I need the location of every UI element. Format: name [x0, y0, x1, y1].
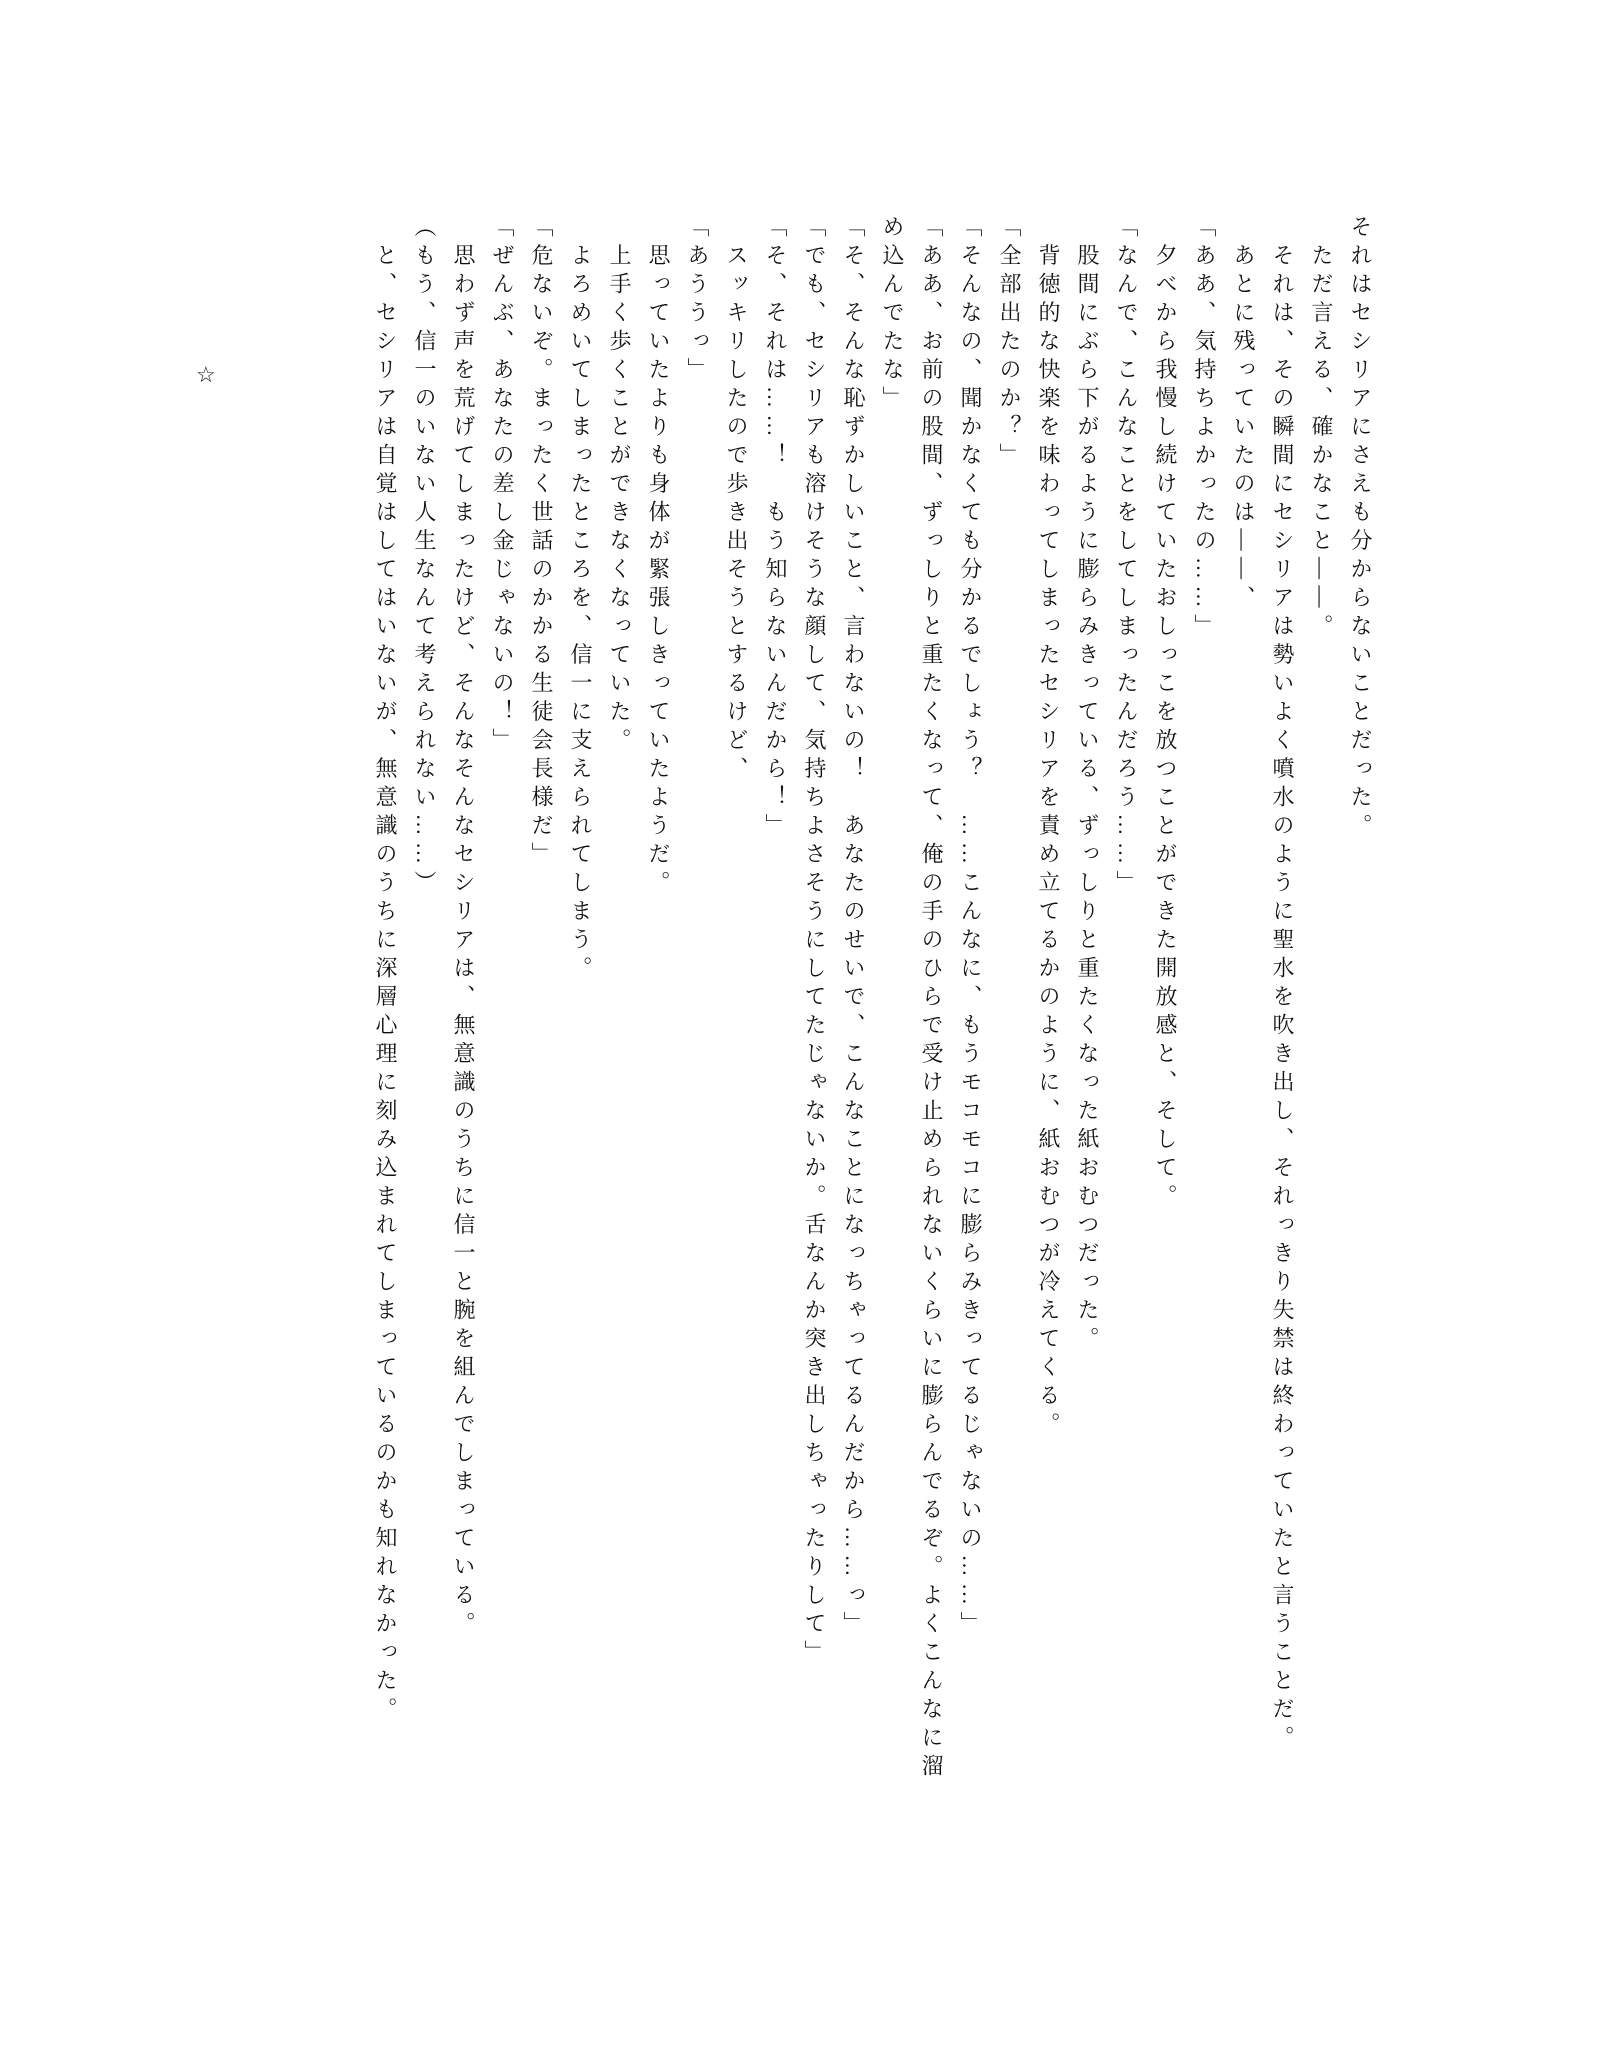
text-column: 「そ、それは……！ もう知らないんだから！」 [763, 215, 788, 842]
text-column: と、セシリアは自覚はしてはいないが、無意識のうちに深層心理に刻み込まれてしまっているのかも知れなかった。 [373, 215, 398, 1726]
text-column: 股間にぶら下がるように膨らみきっている、ずっしりと重たくなった紙おむつだった。 [1075, 215, 1100, 1355]
text-column: スッキリしたので歩き出そうとするけど、 [724, 215, 749, 785]
text-column: 思わず声を荒げてしまったけど、そんなそんなセシリアは、無意識のうちに信一と腕を組んでしまっている。 [451, 215, 476, 1640]
text-column: 「ああ、お前の股間、ずっしりと重たくなって、俺の手のひらで受け止められないくらいに膨らんでるぞ。よくこんなに溜 [919, 215, 944, 1783]
text-column: 「そ、そんな恥ずかしいこと、言わないの！ あなたのせいで、こんなことになっちゃってるんだから……っ」 [841, 215, 866, 1640]
text-column: 夕べから我慢し続けていたおしっこを放つことができた開放感と、そして。 [1153, 215, 1178, 1213]
text-column: 背徳的な快楽を味わってしまったセシリアを責め立てるかのように、紙おむつが冷えてくる。 [1036, 215, 1061, 1441]
novel-text-block [366, 215, 1380, 1915]
scene-break-star: ☆ [196, 362, 216, 387]
text-column: 「ぜんぶ、あなたの差し金じゃないの！」 [490, 215, 515, 757]
text-column: それは、その瞬間にセシリアは勢いよく噴水のように聖水を吹き出し、それっきり失禁は終わっていたと言うことだ。 [1270, 215, 1295, 1754]
text-column: 「なんで、こんなことをしてしまったんだろう……」 [1114, 215, 1139, 899]
text-column: 「あううっ」 [685, 215, 710, 386]
text-column: 「危ないぞ。まったく世話のかかる生徒会長様だ」 [529, 215, 554, 871]
text-column: 「そんなの、聞かなくても分かるでしょう？ ……こんなに、もうモコモコに膨らみきってるじゃないの……」 [958, 215, 983, 1640]
text-column: 「全部出たのか？」 [997, 215, 1022, 472]
text-column: め込んでたな」 [880, 215, 905, 415]
text-column: あとに残っていたのは――、 [1231, 215, 1256, 614]
text-column: 思っていたよりも身体が緊張しきっていたようだ。 [646, 215, 671, 899]
text-column: ただ言える、確かなこと――。 [1309, 215, 1334, 643]
text-column: 「ああ、気持ちよかったの……」 [1192, 215, 1217, 643]
text-column: （もう、信一のいない人生なんて考えられない……） [412, 215, 437, 899]
text-column: それはセシリアにさえも分からないことだった。 [1348, 215, 1373, 842]
text-column: 上手く歩くことができなくなっていた。 [607, 215, 632, 757]
text-column: よろめいてしまったところを、信一に支えられてしまう。 [568, 215, 593, 985]
text-column: 「でも、セシリアも溶けそうな顔して、気持ちよさそうにしてたじゃないか。舌なんか突き出しちゃったりして」 [802, 215, 827, 1669]
